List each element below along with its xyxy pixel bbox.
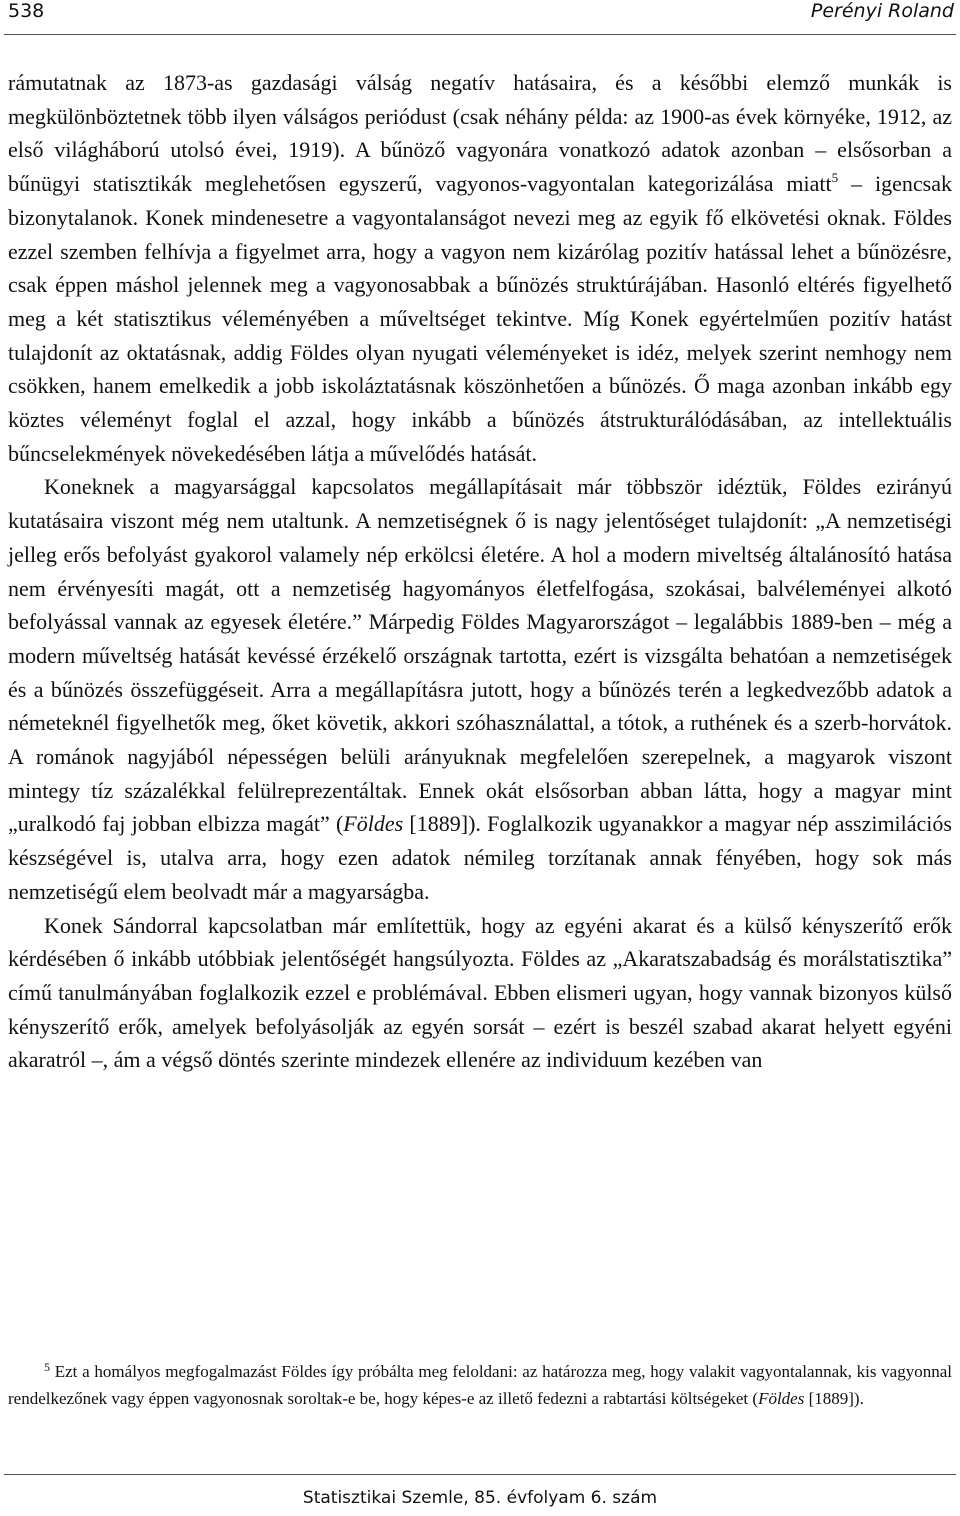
paragraph-text: [1889]). Foglalkozik ugyanakkor a magyar nép asszimilációs készségével is, utalva arra, hogy ezen adatok némileg torzítanak annak fényében, hogy sok más nemzetiségű elem beolvadt már a magyarságba. bbox=[8, 811, 952, 904]
footnote-text: Ezt a homályos megfogalmazást Földes így próbálta meg feloldani: az határozza meg, hogy valakit vagyontalannak, kis vagyonnal rendelkezőnek vagy éppen vagyonosnak soroltak-e be, hogy képes-e az illető fedezni a rabtartási költségeket ( bbox=[8, 1362, 952, 1408]
paragraph bbox=[8, 909, 952, 1078]
cited-author: Földes bbox=[343, 811, 404, 837]
paragraph bbox=[8, 470, 952, 908]
paragraph bbox=[8, 66, 952, 470]
footnotes bbox=[8, 1358, 952, 1412]
footnote bbox=[8, 1358, 952, 1412]
footer-rule bbox=[4, 1474, 956, 1475]
cited-author: Földes bbox=[758, 1389, 805, 1408]
header-rule bbox=[4, 34, 956, 35]
body-text bbox=[8, 66, 952, 1077]
footnote-text: [1889]). bbox=[804, 1389, 864, 1408]
journal-footer: Statisztikai Szemle, 85. évfolyam 6. szám bbox=[302, 1488, 658, 1508]
page-number: 538 bbox=[8, 0, 45, 22]
paragraph-text: – igencsak bizonytalanok. Konek mindenesetre a vagyontalanságot nevezi meg az egyik fő elkövetési oknak. Földes ezzel szemben felhívja a figyelmet arra, hogy a vagyon nem kizárólag pozitív hatással lehet a bűnözésre, csak éppen máshol jelennek meg a vagyonosabbak a bűnözés struktúrájában. Hasonló eltérés figyelhető meg a két statisztikus véleményében a műveltséget tekintve. Míg Konek egyértelműen pozitív hatást tulajdonít az oktatásnak, addig Földes olyan nyugati véleményeket is idéz, melyek szerint nemhogy nem csökken, hanem emelkedik a jobb iskoláztatásnak köszönhetően a bűnözés. Ő maga azonban inkább egy köztes véleményt foglal el azzal, hogy inkább a bűnözés átstrukturálódásában, az intellektuális bűncselekmények növekedésében látja a művelődés hatását. bbox=[8, 171, 952, 466]
running-head-author: Perényi Roland bbox=[810, 0, 954, 22]
paragraph-text: rámutatnak az 1873-as gazdasági válság negatív hatásaira, és a későbbi elemző munkák is megkülönböztetnek több ilyen válságos periódust (csak néhány példa: az 1900-as évek környéke, 1912, az első világháború utolsó évei, 1919). A bűnöző vagyonára vonatkozó adatok azonban – elsősorban a bűnügyi statisztikák meglehetősen egyszerű, vagyonos-vagyontalan kategorizálása miatt bbox=[8, 70, 952, 197]
footnote-number: 5 bbox=[44, 1360, 50, 1374]
paragraph-text: Konek Sándorral kapcsolatban már említettük, hogy az egyéni akarat és a külső kényszerítő erők kérdésében ő inkább utóbbiak jelentőségét hangsúlyozta. Földes az „Akaratszabadság és morálstatisztika” című tanulmányában foglalkozik ezzel e problémával. Ebben elismeri ugyan, hogy vannak bizonyos külső kényszerítő erők, amelyek befolyásolják az egyén sorsát – ezért is beszél szabad akarat helyett egyéni akaratról –, ám a végső döntés szerinte mindezek ellenére az individuum kezében van bbox=[8, 912, 952, 1073]
page-header bbox=[0, 0, 960, 40]
footnote-reference[interactable]: 5 bbox=[831, 170, 839, 186]
paragraph-text: Koneknek a magyarsággal kapcsolatos megállapításait már többször idéztük, Földes ezirányú kutatásaira viszont még nem utaltunk. A nemzetiségnek ő is nagy jelentőséget tulajdonít: „A nemzetiségi jelleg erős befolyást gyakorol valamely nép erkölcsi életére. A hol a modern miveltség általánosító hatása nem érvényesíti magát, ott a nemzetiség hagyományos életfelfogása, szokásai, balvéleményei alkotó befolyással vannak az egyesek életére.” Márpedig Földes Magyarországot – legalábbis 1889-ben – még a modern műveltség hatását kevéssé érzékelő országnak tartotta, ezért is vizsgálta behatóan a nemzetiségek és a bűnözés összefüggéseit. Arra a megállapításra jutott, hogy a bűnözés terén a legkedvezőbb adatok a németeknél figyelhetők meg, őket követik, akkori szóhasználattal, a tótok, a ruthének és a szerb-horvátok. A románok nagyjából népességen belüli arányuknak megfelelően szerepelnek, a magyarok viszont mintegy tíz százalékkal felülreprezentáltak. Ennek okát elsősorban abban látta, hogy a magyar mint „uralkodó faj jobban elbizza magát” ( bbox=[8, 474, 952, 837]
